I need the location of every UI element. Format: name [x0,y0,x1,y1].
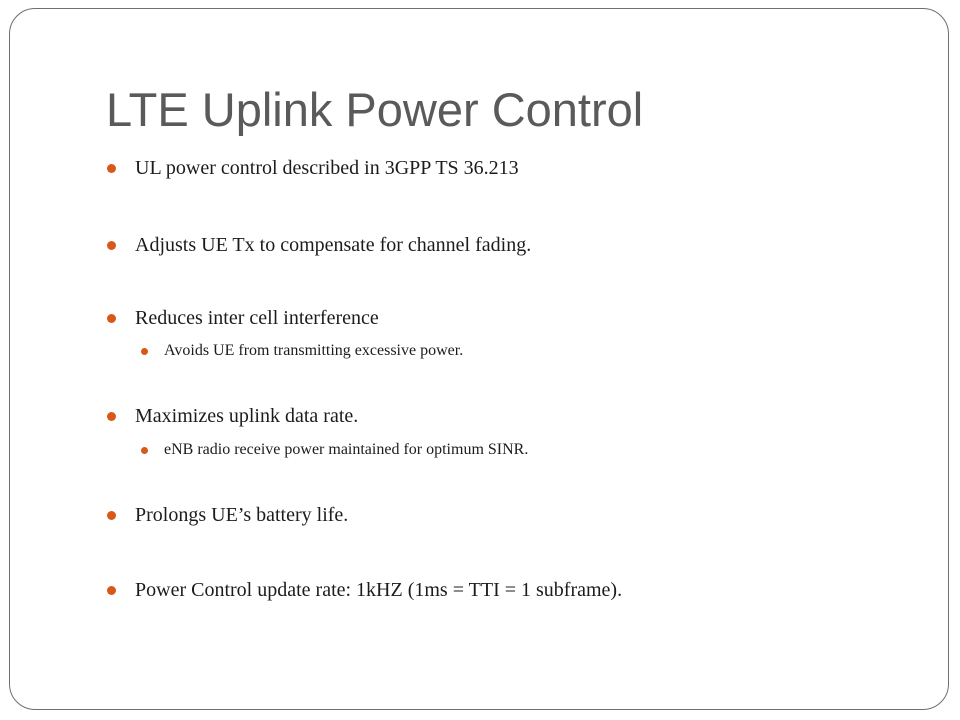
slide-title: LTE Uplink Power Control [106,83,644,136]
bullet-icon [107,164,116,173]
sub-bullet-icon [141,348,148,355]
sub-bullet-text: Avoids UE from transmitting excessive power. [164,342,464,359]
bullet-icon [107,241,116,250]
bullet-icon [107,314,116,323]
bullet-icon [107,511,116,520]
bullet-item [135,305,379,331]
sub-bullet-icon [141,447,148,454]
bullet-text: Power Control update rate: 1kHZ (1ms = TTI = 1 subframe). [135,579,623,601]
bullet-text: Maximizes uplink data rate. [135,405,359,427]
bullet-text: Reduces inter cell interference [135,307,379,329]
bullet-item [135,155,519,181]
bullet-text: UL power control described in 3GPP TS 36.213 [135,157,519,179]
bullet-text: Prolongs UE’s battery life. [135,504,349,526]
sub-bullet-item [164,440,528,460]
bullet-item [135,232,531,258]
bullet-text: Adjusts UE Tx to compensate for channel fading. [135,234,532,256]
sub-bullet-item [164,341,463,361]
bullet-icon [107,412,116,421]
bullet-item [135,403,358,429]
sub-bullet-text: eNB radio receive power maintained for optimum SINR. [164,441,529,458]
bullet-item [135,502,348,528]
bullet-icon [107,586,116,595]
bullet-item [135,577,622,603]
